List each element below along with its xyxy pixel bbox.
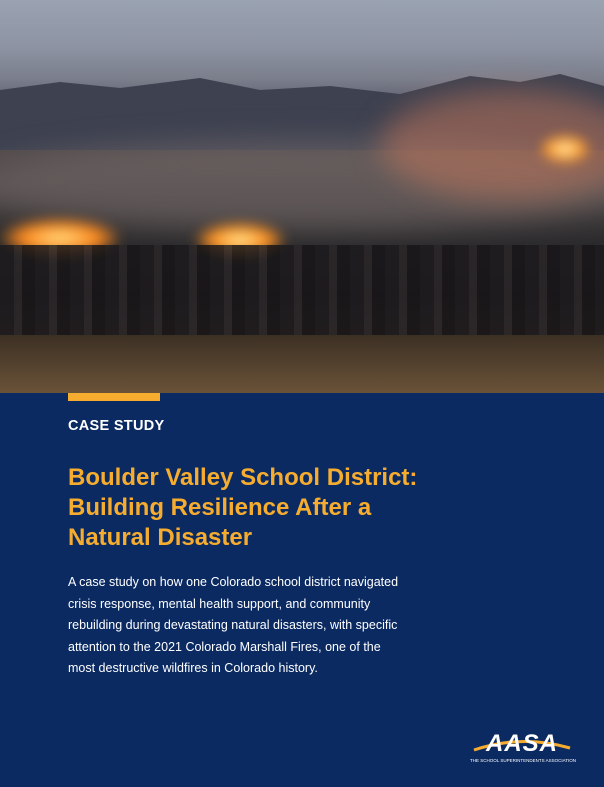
fire bbox=[540, 135, 590, 163]
aasa-logo bbox=[470, 730, 577, 763]
document-title: Boulder Valley School District: Building Resilience After a Natural Disaster bbox=[68, 464, 418, 551]
document-description: A case study on how one Colorado school district navigated crisis response, mental health support, and community rebuilding during devastating natural disasters, with specific attention to the 2021 Colorado Marshall Fires, one of the most destructive wildfires in Colorado history. bbox=[68, 575, 399, 675]
accent-bar bbox=[68, 393, 160, 401]
cover-photo-wildfire bbox=[0, 0, 604, 393]
field bbox=[0, 335, 604, 393]
logo-tagline: THE SCHOOL SUPERINTENDENTS ASSOCIATION bbox=[470, 758, 577, 763]
logo-wordmark: AASA bbox=[470, 732, 574, 756]
document-type-label: CASE STUDY bbox=[68, 418, 165, 434]
neighborhood bbox=[0, 245, 604, 345]
